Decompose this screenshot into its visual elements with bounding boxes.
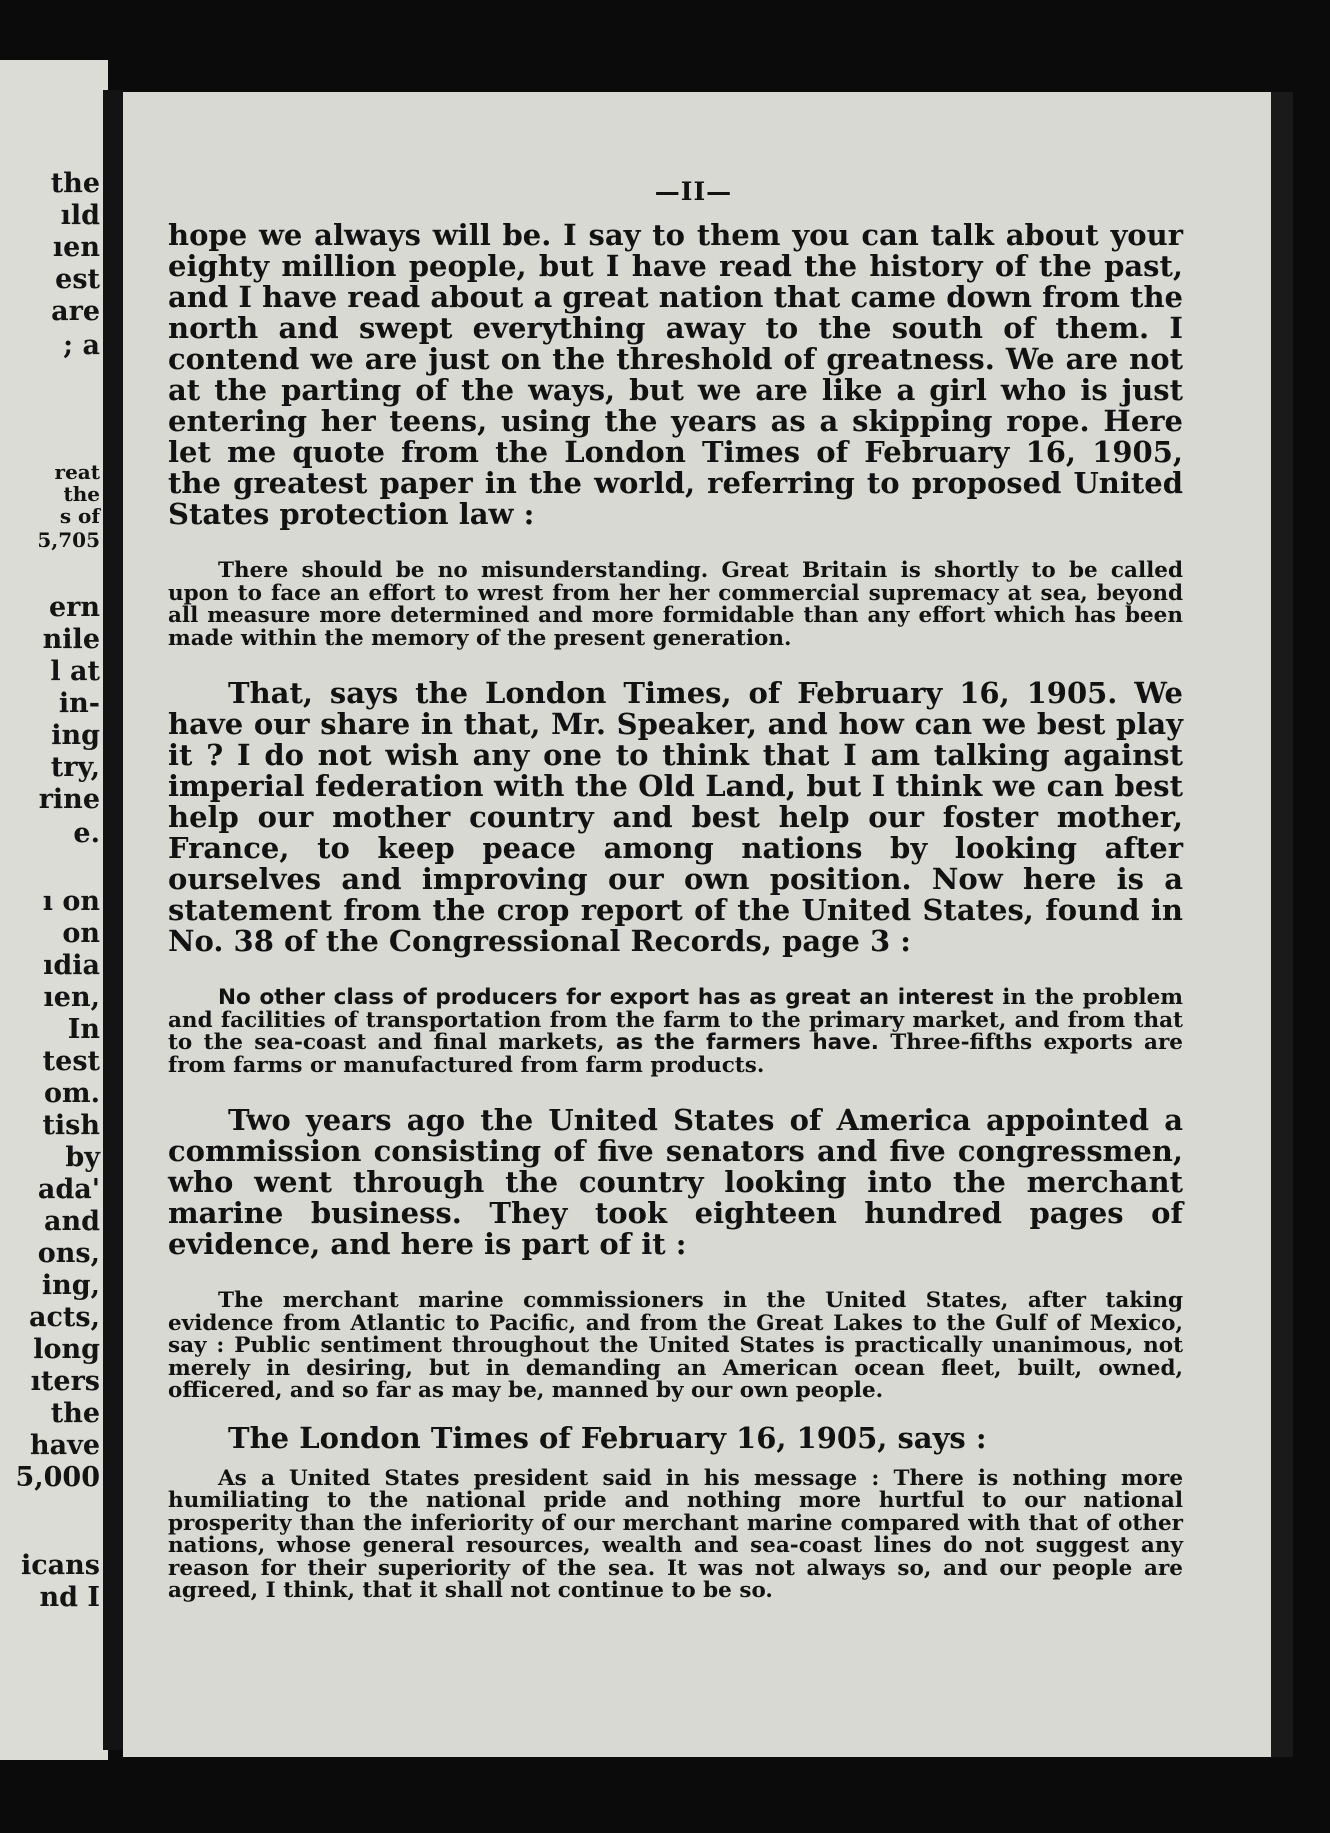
adjacent-text-fragment: ons, xyxy=(37,1238,100,1269)
adjacent-text-fragment: long xyxy=(33,1334,100,1365)
quote-2 xyxy=(168,987,1183,1077)
adjacent-text-fragment: icans xyxy=(20,1550,100,1581)
adjacent-text-fragment: nd I xyxy=(39,1582,100,1613)
quote-2-emphasis-b: as the farmers have. xyxy=(615,1030,879,1055)
quote-2-text-b: Three-fifths exports are from farms or manufactured from farm products. xyxy=(168,1030,1183,1078)
adjacent-text-fragment: est xyxy=(55,264,100,295)
paragraph-3: Two years ago the United States of America appointed a commission consisting of five senators and five congressmen, who went through the country looking into the merchant marine business. They took eighteen hundred pages of evidence, and here is part of it : xyxy=(168,1103,1183,1261)
page-content xyxy=(168,177,1183,1631)
adjacent-text-fragment: test xyxy=(42,1046,100,1077)
adjacent-text-fragment: the xyxy=(50,1398,100,1429)
adjacent-text-fragment: acts, xyxy=(28,1302,100,1333)
adjacent-text-fragment: ; a xyxy=(63,330,100,361)
adjacent-text-fragment: ing, xyxy=(41,1270,100,1301)
adjacent-text-fragment: ıen, xyxy=(43,982,100,1013)
adjacent-text-fragment: the xyxy=(50,168,100,199)
adjacent-text-fragment: ada' xyxy=(37,1174,100,1205)
paragraph-4: The London Times of February 16, 1905, says : xyxy=(228,1420,987,1455)
adjacent-page-fragment xyxy=(0,60,108,1760)
adjacent-text-fragment: on xyxy=(62,918,100,949)
adjacent-text-fragment: l at xyxy=(50,656,100,687)
adjacent-text-fragment: tish xyxy=(42,1110,100,1141)
page-number: —II— xyxy=(654,177,733,206)
document-page xyxy=(123,92,1271,1757)
quote-2-emphasis-a: No other class of producers for export has as great an interest xyxy=(218,985,994,1010)
adjacent-text-fragment: in- xyxy=(58,688,100,719)
adjacent-text-fragment: have xyxy=(30,1430,100,1461)
adjacent-text-fragment: ıen xyxy=(52,232,100,263)
adjacent-text-fragment: nile xyxy=(42,624,100,655)
quote-1: There should be no misunderstanding. Great Britain is shortly to be called upon to face an effort to wrest from her her commercial supremacy at sea, beyond all measure more determined and more formidable than any effort which has been made within the memory of the present generation. xyxy=(168,558,1183,651)
adjacent-text-fragment: try, xyxy=(50,752,100,783)
adjacent-text-fragment: are xyxy=(51,296,100,327)
adjacent-text-fragment: reat xyxy=(54,460,100,484)
adjacent-text-fragment: s of xyxy=(59,504,100,528)
adjacent-text-fragment: om. xyxy=(44,1078,100,1109)
adjacent-text-fragment: ı on xyxy=(42,886,100,917)
book-gutter xyxy=(103,90,123,1750)
adjacent-text-fragment: In xyxy=(67,1014,100,1045)
adjacent-text-fragment: 5,000 xyxy=(15,1462,100,1493)
quote-2-text-a: in the problem and facilities of transportation from the farm to the primary market, and from that to the sea-coast and final markets, xyxy=(168,985,1183,1055)
page-edge-shadow xyxy=(1271,92,1293,1757)
quote-3: The merchant marine commissioners in the United States, after taking evidence from Atlantic to Pacific, and from the Great Lakes to the Gulf of Mexico, say : Public sentiment throughout the United States is practically unanimous, not merely in desiring, but in demanding an American ocean fleet, built, owned, officered, and so far as may be, manned by our own people. xyxy=(168,1288,1183,1403)
adjacent-text-fragment: ern xyxy=(48,592,100,623)
adjacent-text-fragment: the xyxy=(63,482,100,506)
quote-4: As a United States president said in his message : There is nothing more humiliating to the national pride and nothing more hurtful to our national prosperity than the inferiority of our merchant marine compared with that of other nations, whose general resources, wealth and sea-coast lines do not suggest any reason for their superiority of the sea. It was not always so, and our people are agreed, I think, that it shall not continue to be so. xyxy=(168,1465,1183,1603)
adjacent-text-fragment: ıters xyxy=(30,1366,100,1397)
adjacent-text-fragment: by xyxy=(65,1142,100,1173)
paragraph-1: hope we always will be. I say to them you can talk about your eighty million people, but I have read the history of the past, and I have read about a great nation that came down from the north and swept everything away to the south of them. I contend we are just on the threshold of greatness. We are not at the parting of the ways, but we are like a girl who is just entering her teens, using the years as a skipping rope. Here let me quote from the London Times of February 16, 1905, the greatest paper in the world, referring to proposed United States protection law : xyxy=(168,218,1183,531)
adjacent-text-fragment: e. xyxy=(73,818,100,849)
paragraph-2: That, says the London Times, of February 16, 1905. We have our share in that, Mr. Speaker, and how can we best play it ? I do not wish any one to think that I am talking against imperial federation with the Old Land, but I think we can best help our mother country and best help our foster mother, France, to keep peace among nations by looking after ourselves and improving our own position. Now here is a statement from the crop report of the United States, found in No. 38 of the Congressional Records, page 3 : xyxy=(168,676,1183,958)
adjacent-text-fragment: and xyxy=(43,1206,100,1237)
adjacent-text-fragment: rine xyxy=(38,784,100,815)
adjacent-text-fragment: ıld xyxy=(60,200,100,231)
adjacent-text-fragment: ing xyxy=(51,720,100,751)
adjacent-text-fragment: 5,705 xyxy=(37,528,100,552)
adjacent-text-fragment: ıdia xyxy=(43,950,100,981)
